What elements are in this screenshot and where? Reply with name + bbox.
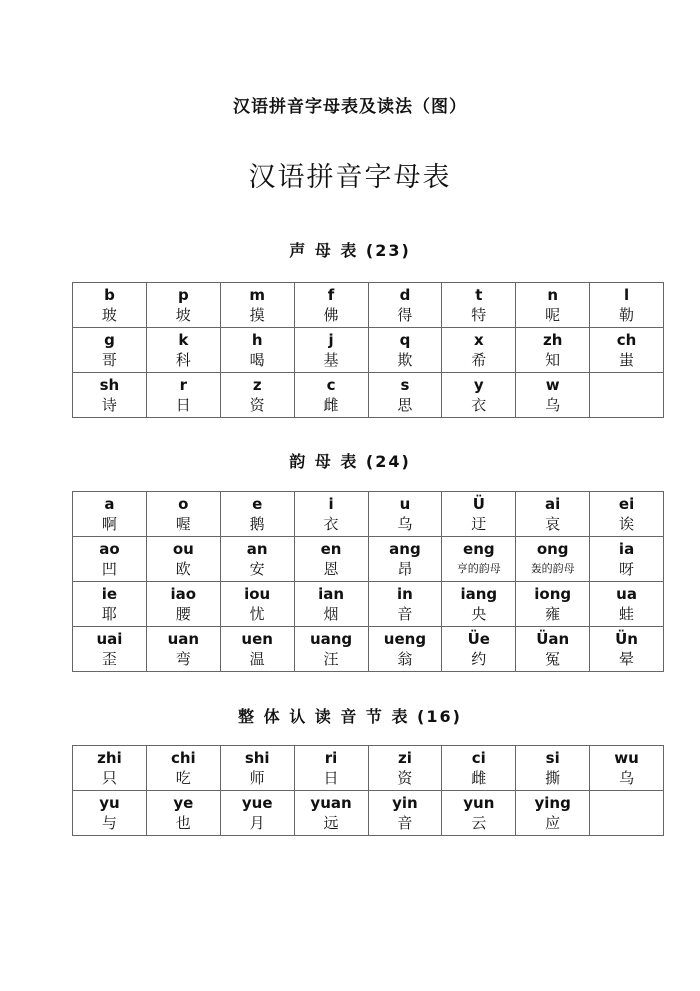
- hanzi-label: 雌: [323, 395, 339, 414]
- pinyin-label: ie: [101, 584, 118, 603]
- pinyin-label: Üan: [536, 629, 570, 648]
- hanzi-label: 思: [397, 395, 413, 414]
- hanzi-label: 腰: [175, 604, 191, 623]
- hanzi-label: 月: [249, 813, 265, 832]
- table-cell: [220, 537, 294, 582]
- table-cell: [516, 627, 590, 672]
- hanzi-label: 也: [175, 813, 191, 832]
- table-cell: [590, 627, 664, 672]
- table-row: [73, 328, 664, 373]
- hanzi-label: 特: [471, 305, 487, 324]
- pinyin-label: g: [104, 330, 115, 349]
- yunmu-table: [72, 491, 664, 672]
- hanzi-label: 日: [175, 395, 191, 414]
- hanzi-label: 资: [249, 395, 265, 414]
- pinyin-label: ai: [545, 494, 561, 513]
- hanzi-label: 音: [397, 813, 413, 832]
- table-cell: [516, 746, 590, 791]
- hanzi-label: 鹅: [249, 514, 265, 533]
- pinyin-label: uang: [309, 629, 353, 648]
- table-row: [73, 582, 664, 627]
- hanzi-label: 摸: [249, 305, 265, 324]
- section-title-zhengti: 整 体 认 读 音 节 表 (16): [238, 707, 462, 726]
- table-cell: [73, 537, 147, 582]
- pinyin-label: f: [327, 285, 335, 304]
- hanzi-label: 温: [249, 649, 265, 668]
- hanzi-label: 汪: [323, 649, 339, 668]
- hanzi-label: 冤: [545, 649, 561, 668]
- pinyin-label: ang: [389, 539, 421, 558]
- hanzi-label: 蛙: [619, 604, 635, 623]
- pinyin-label: u: [399, 494, 411, 513]
- table-cell: [73, 627, 147, 672]
- table-cell: [73, 582, 147, 627]
- table-cell: [146, 791, 220, 836]
- hanzi-label: 资: [397, 768, 413, 787]
- pinyin-label: Ü: [472, 494, 485, 513]
- pinyin-label: ia: [618, 539, 635, 558]
- table-cell: [220, 373, 294, 418]
- section-title-shengmu: 声 母 表 (23): [289, 241, 411, 260]
- table-cell: [516, 283, 590, 328]
- table-cell: [294, 582, 368, 627]
- table-cell: [73, 328, 147, 373]
- pinyin-label: eng: [463, 539, 495, 558]
- pinyin-label: sh: [99, 375, 120, 394]
- table-cell: [146, 627, 220, 672]
- pinyin-label: yu: [99, 793, 120, 812]
- hanzi-label: 诶: [619, 514, 635, 533]
- table-cell: [220, 746, 294, 791]
- table-cell: [442, 582, 516, 627]
- hanzi-label: 坡: [175, 305, 191, 324]
- hanzi-label: 呢: [545, 305, 561, 324]
- hanzi-label: 忧: [249, 604, 265, 623]
- table-cell: [146, 328, 220, 373]
- pinyin-label: d: [399, 285, 411, 304]
- table-row: [73, 627, 664, 672]
- table-cell: [442, 537, 516, 582]
- hanzi-label: 衣: [323, 514, 339, 533]
- table-cell: [220, 582, 294, 627]
- table-row: [73, 537, 664, 582]
- shengmu-table: [72, 282, 664, 418]
- hanzi-label: 撕: [545, 768, 561, 787]
- table-row: [73, 746, 664, 791]
- table-cell: [294, 746, 368, 791]
- hanzi-label: 师: [249, 768, 265, 787]
- pinyin-label: z: [252, 375, 262, 394]
- pinyin-label: l: [623, 285, 630, 304]
- table-cell: [294, 283, 368, 328]
- table-cell: [294, 791, 368, 836]
- hanzi-label: 晕: [619, 649, 635, 668]
- table-cell: [73, 373, 147, 418]
- hanzi-label: 哀: [545, 514, 561, 533]
- pinyin-label: ao: [99, 539, 120, 558]
- hanzi-label: 音: [397, 604, 413, 623]
- table-cell: [220, 283, 294, 328]
- pinyin-label: ci: [471, 748, 486, 767]
- pinyin-label: ong: [536, 539, 569, 558]
- pinyin-label: n: [547, 285, 559, 304]
- pinyin-label: iao: [170, 584, 197, 603]
- table-cell: [442, 492, 516, 537]
- pinyin-label: ua: [616, 584, 637, 603]
- document-title: 汉语拼音字母表及读法（图）: [233, 97, 467, 117]
- section-title-yunmu: 韵 母 表 (24): [289, 452, 411, 471]
- pinyin-label: yuan: [310, 793, 352, 812]
- table-cell: [73, 283, 147, 328]
- hanzi-label: 喝: [249, 350, 265, 369]
- table-cell: [516, 791, 590, 836]
- table-cell: [220, 492, 294, 537]
- hanzi-label: 雌: [471, 768, 487, 787]
- pinyin-label: si: [545, 748, 560, 767]
- table-cell: [516, 537, 590, 582]
- pinyin-label: ri: [324, 748, 338, 767]
- pinyin-label: ian: [318, 584, 345, 603]
- hanzi-label: 衣: [471, 395, 487, 414]
- table-cell: [146, 283, 220, 328]
- pinyin-label: p: [177, 285, 189, 304]
- pinyin-label: yun: [463, 793, 495, 812]
- hanzi-label: 弯: [175, 649, 191, 668]
- table-cell: [516, 328, 590, 373]
- hanzi-label: 远: [323, 813, 339, 832]
- table-cell: [368, 627, 442, 672]
- pinyin-label: ei: [618, 494, 635, 513]
- pinyin-label: y: [473, 375, 484, 394]
- hanzi-label: 啊: [101, 514, 117, 533]
- table-cell: [146, 492, 220, 537]
- pinyin-label: b: [104, 285, 115, 304]
- hanzi-label: 约: [471, 649, 487, 668]
- pinyin-label: uan: [167, 629, 200, 648]
- pinyin-label: s: [400, 375, 410, 394]
- table-cell: [516, 492, 590, 537]
- hanzi-label: 呀: [619, 559, 635, 578]
- pinyin-label: k: [178, 330, 189, 349]
- table-row: [73, 492, 664, 537]
- table-cell: [146, 582, 220, 627]
- pinyin-label: en: [320, 539, 342, 558]
- pinyin-label: iang: [460, 584, 498, 603]
- hanzi-label: 科: [175, 350, 191, 369]
- hanzi-label: 希: [471, 350, 487, 369]
- pinyin-label: e: [252, 494, 263, 513]
- table-cell: [146, 373, 220, 418]
- zhengti-table: [72, 745, 664, 836]
- pinyin-label: yue: [241, 793, 273, 812]
- hanzi-label: 乌: [619, 768, 635, 787]
- table-row: [73, 283, 664, 328]
- hanzi-label: 云: [471, 813, 487, 832]
- pinyin-label: w: [545, 375, 560, 394]
- pinyin-label: Üe: [467, 629, 490, 648]
- table-cell: [516, 582, 590, 627]
- table-cell: [220, 328, 294, 373]
- hanzi-label: 轰的韵母: [530, 561, 575, 575]
- hanzi-label: 只: [101, 768, 117, 787]
- hanzi-label: 与: [101, 813, 117, 832]
- pinyin-label: yin: [392, 793, 418, 812]
- table-cell: [294, 627, 368, 672]
- hanzi-label: 玻: [101, 305, 117, 324]
- hanzi-label: 蚩: [619, 350, 635, 369]
- hanzi-label: 欧: [175, 559, 191, 578]
- hanzi-label: 亨的韵母: [456, 561, 501, 575]
- table-cell: [294, 373, 368, 418]
- table-cell: [590, 537, 664, 582]
- table-cell: [368, 373, 442, 418]
- hanzi-label: 佛: [323, 305, 339, 324]
- pinyin-label: m: [249, 285, 265, 304]
- hanzi-label: 烟: [323, 604, 339, 623]
- pinyin-label: shi: [244, 748, 270, 767]
- pinyin-label: r: [179, 375, 188, 394]
- table-cell: [442, 373, 516, 418]
- hanzi-label: 雍: [545, 604, 561, 623]
- pinyin-label: chi: [170, 748, 196, 767]
- hanzi-label: 日: [323, 768, 339, 787]
- pinyin-label: zhi: [97, 748, 122, 767]
- pinyin-label: ch: [616, 330, 637, 349]
- pinyin-label: ou: [172, 539, 194, 558]
- pinyin-label: t: [475, 285, 483, 304]
- table-cell: [442, 283, 516, 328]
- pinyin-label: q: [399, 330, 411, 349]
- pinyin-label: uai: [96, 629, 123, 648]
- hanzi-label: 欺: [397, 350, 413, 369]
- table-cell: [73, 746, 147, 791]
- hanzi-label: 勒: [619, 305, 635, 324]
- table-cell: [590, 283, 664, 328]
- hanzi-label: 央: [471, 604, 487, 623]
- hanzi-label: 昂: [397, 559, 413, 578]
- table-cell: [368, 791, 442, 836]
- table-cell: [294, 492, 368, 537]
- pinyin-label: uen: [241, 629, 273, 648]
- table-cell: [368, 582, 442, 627]
- hanzi-label: 凹: [101, 559, 117, 578]
- hanzi-label: 恩: [323, 559, 339, 578]
- table-cell: [73, 492, 147, 537]
- pinyin-label: ye: [173, 793, 194, 812]
- hanzi-label: 知: [545, 350, 561, 369]
- table-cell: [442, 791, 516, 836]
- table-cell: [590, 328, 664, 373]
- table-cell: [73, 791, 147, 836]
- hanzi-label: 乌: [545, 395, 561, 414]
- table-cell: [442, 627, 516, 672]
- pinyin-label: in: [397, 584, 413, 603]
- hanzi-label: 乌: [397, 514, 413, 533]
- hanzi-label: 基: [323, 350, 339, 369]
- table-cell: [368, 328, 442, 373]
- table-cell: [368, 283, 442, 328]
- hanzi-label: 迂: [471, 514, 487, 533]
- pinyin-label: ying: [534, 793, 571, 812]
- table-cell: [590, 373, 664, 418]
- table-cell: [590, 492, 664, 537]
- table-cell: [368, 537, 442, 582]
- hanzi-label: 哥: [101, 350, 117, 369]
- table-cell: [294, 328, 368, 373]
- pinyin-label: h: [251, 330, 263, 349]
- table-row: [73, 373, 664, 418]
- table-cell: [590, 746, 664, 791]
- pinyin-label: iou: [244, 584, 271, 603]
- pinyin-label: i: [328, 494, 334, 513]
- pinyin-label: iong: [534, 584, 572, 603]
- table-row: [73, 791, 664, 836]
- hanzi-label: 安: [249, 559, 265, 578]
- table-cell: [146, 746, 220, 791]
- hanzi-label: 耶: [101, 604, 117, 623]
- pinyin-label: an: [246, 539, 268, 558]
- pinyin-label: x: [473, 330, 484, 349]
- table-cell: [590, 582, 664, 627]
- table-cell: [146, 537, 220, 582]
- pinyin-label: ueng: [383, 629, 427, 648]
- hanzi-label: 翁: [397, 649, 413, 668]
- pinyin-label: wu: [614, 748, 639, 767]
- table-cell: [516, 373, 590, 418]
- table-cell: [294, 537, 368, 582]
- pinyin-label: a: [104, 494, 115, 513]
- hanzi-label: 喔: [175, 514, 191, 533]
- table-cell: [368, 492, 442, 537]
- hanzi-label: 应: [545, 813, 561, 832]
- hanzi-label: 得: [397, 305, 413, 324]
- pinyin-label: zi: [398, 748, 412, 767]
- hanzi-label: 诗: [101, 395, 117, 414]
- hanzi-label: 吃: [175, 768, 191, 787]
- table-cell: [220, 791, 294, 836]
- pinyin-label: zh: [542, 330, 563, 349]
- page-title: 汉语拼音字母表: [248, 162, 452, 193]
- table-cell: [220, 627, 294, 672]
- pinyin-label: Ün: [615, 629, 638, 648]
- table-cell: [590, 791, 664, 836]
- hanzi-label: 歪: [101, 649, 117, 668]
- pinyin-label: o: [178, 494, 189, 513]
- table-cell: [368, 746, 442, 791]
- pinyin-label: j: [328, 330, 334, 349]
- table-cell: [442, 746, 516, 791]
- pinyin-label: c: [326, 375, 336, 394]
- table-cell: [442, 328, 516, 373]
